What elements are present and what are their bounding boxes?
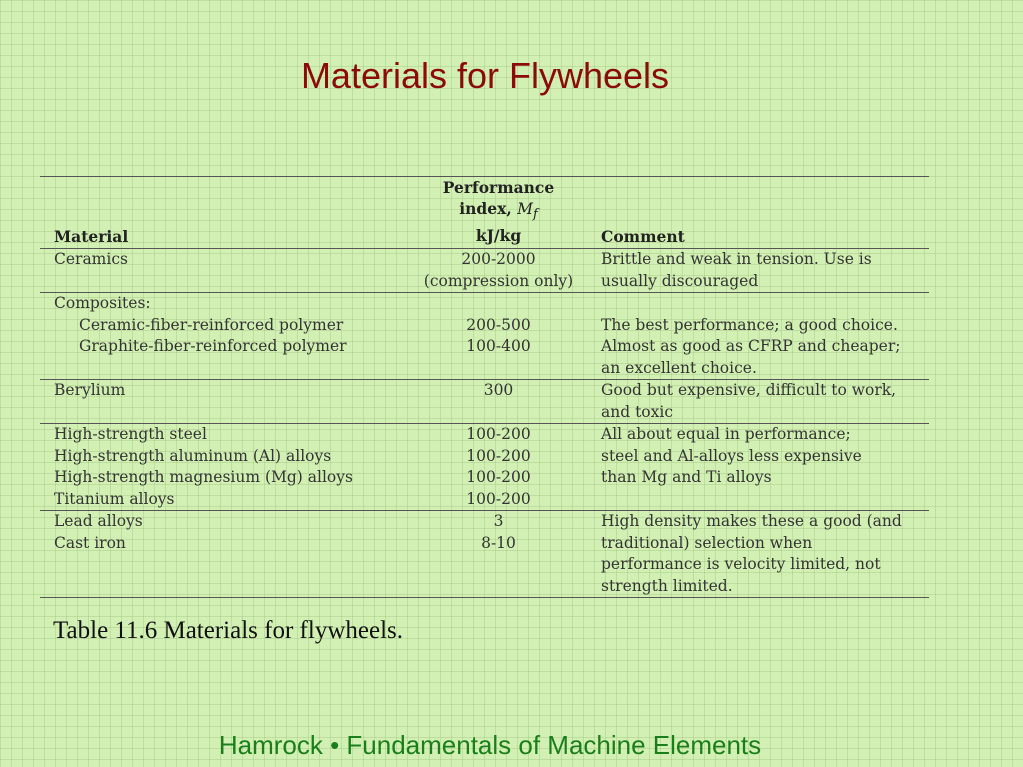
cell-index — [406, 380, 591, 402]
cell-material-text: Composites: — [54, 294, 151, 313]
cell-index-text: 200-2000 — [461, 250, 536, 269]
cell-index-text: (compression only) — [423, 271, 574, 290]
table-row — [40, 315, 929, 337]
cell-index — [406, 358, 591, 380]
cell-material — [40, 402, 406, 424]
cell-material — [40, 467, 406, 489]
header-comment: Comment — [601, 227, 685, 247]
cell-index — [406, 467, 591, 489]
cell-comment-text: than Mg and Ti alloys — [601, 468, 772, 487]
cell-comment-text: Almost as good as CFRP and cheaper; — [601, 337, 901, 356]
table-row — [40, 358, 929, 380]
cell-comment — [591, 467, 929, 489]
cell-material — [40, 358, 406, 380]
cell-material-text: Titanium alloys — [54, 489, 175, 508]
cell-material — [40, 576, 406, 598]
cell-comment — [591, 576, 929, 598]
cell-index — [406, 489, 591, 511]
cell-index — [406, 533, 591, 555]
cell-comment-text: and toxic — [601, 402, 674, 421]
cell-comment — [591, 446, 929, 468]
cell-comment-text: All about equal in performance; — [601, 425, 851, 444]
cell-comment-text: strength limited. — [601, 576, 733, 595]
table-row — [40, 249, 929, 271]
cell-material — [40, 380, 406, 402]
cell-material — [40, 336, 406, 358]
cell-material — [40, 293, 406, 315]
cell-material-text: Graphite-fiber-reinforced polymer — [79, 337, 347, 356]
cell-material — [40, 446, 406, 468]
cell-comment — [591, 358, 929, 380]
cell-material — [40, 271, 406, 293]
row-group — [40, 249, 929, 293]
cell-index — [406, 424, 591, 446]
cell-index-text: 100-200 — [466, 446, 531, 465]
cell-material — [40, 511, 406, 533]
materials-table-container — [40, 176, 929, 598]
row-group — [40, 293, 929, 380]
table-row — [40, 576, 929, 598]
cell-comment-text: Good but expensive, difficult to work, — [601, 381, 897, 400]
cell-comment — [591, 293, 929, 315]
table-row — [40, 554, 929, 576]
slide-title: Materials for Flywheels — [300, 55, 670, 96]
cell-index-text: 100-200 — [466, 489, 531, 508]
row-group — [40, 424, 929, 511]
table-row — [40, 424, 929, 446]
cell-comment — [591, 554, 929, 576]
slide-footer: Hamrock • Fundamentals of Machine Elements — [218, 730, 762, 760]
cell-comment — [591, 402, 929, 424]
table-row — [40, 511, 929, 533]
table-row — [40, 271, 929, 293]
cell-index-text: 100-400 — [466, 337, 531, 356]
table-row — [40, 467, 929, 489]
materials-table — [40, 176, 929, 598]
cell-index — [406, 576, 591, 598]
cell-material — [40, 249, 406, 271]
cell-material-text: Berylium — [54, 381, 126, 400]
table-caption: Table 11.6 Materials for flywheels. — [53, 617, 403, 644]
cell-material-text: High-strength aluminum (Al) alloys — [54, 446, 332, 465]
table-row — [40, 489, 929, 511]
cell-material-text: Ceramic-fiber-reinforced polymer — [79, 315, 344, 334]
table-row — [40, 336, 929, 358]
cell-comment — [591, 271, 929, 293]
cell-material-text: High-strength steel — [54, 425, 207, 444]
cell-comment-text: The best performance; a good choice. — [601, 315, 898, 334]
table-header-row — [40, 177, 929, 249]
cell-comment-text: steel and Al-alloys less expensive — [601, 446, 862, 465]
header-index-subscript: f — [533, 207, 538, 223]
cell-index — [406, 402, 591, 424]
cell-comment — [591, 424, 929, 446]
cell-comment-text: an excellent choice. — [601, 358, 757, 377]
cell-index — [406, 336, 591, 358]
cell-comment — [591, 511, 929, 533]
header-performance-index — [406, 177, 591, 249]
cell-material — [40, 554, 406, 576]
cell-comment-text: Brittle and weak in tension. Use is — [601, 250, 872, 269]
cell-material — [40, 315, 406, 337]
cell-material-text: High-strength magnesium (Mg) alloys — [54, 468, 353, 487]
table-row — [40, 380, 929, 402]
cell-index — [406, 446, 591, 468]
table-row — [40, 293, 929, 315]
cell-index-text: 300 — [483, 381, 514, 400]
cell-comment — [591, 489, 929, 511]
cell-index-text: 100-200 — [466, 468, 531, 487]
table-row — [40, 446, 929, 468]
table-row — [40, 402, 929, 424]
header-index-label: index, — [459, 199, 512, 218]
cell-comment-text: traditional) selection when — [601, 533, 813, 552]
header-index-line3: kJ/kg — [475, 226, 522, 246]
header-material: Material — [54, 227, 129, 247]
cell-index-text: 200-500 — [466, 315, 531, 334]
cell-comment — [591, 380, 929, 402]
header-index-symbol: $M_f$ — [517, 200, 538, 223]
cell-material — [40, 533, 406, 555]
cell-comment — [591, 336, 929, 358]
cell-material-text: Cast iron — [54, 533, 126, 552]
cell-material — [40, 489, 406, 511]
cell-index — [406, 315, 591, 337]
cell-comment-text: usually discouraged — [601, 271, 759, 290]
cell-index-text: 8-10 — [481, 533, 516, 552]
cell-index — [406, 511, 591, 533]
cell-index-text: 100-200 — [466, 425, 531, 444]
cell-comment — [591, 315, 929, 337]
cell-index — [406, 271, 591, 293]
header-index-line1: Performance — [442, 178, 555, 197]
header-index-line2 — [406, 198, 591, 225]
cell-material-text: Lead alloys — [54, 512, 143, 531]
cell-comment-text: performance is velocity limited, not — [601, 555, 881, 574]
cell-index — [406, 249, 591, 271]
cell-comment — [591, 533, 929, 555]
cell-index-text: 3 — [493, 512, 504, 531]
cell-material-text: Ceramics — [54, 250, 128, 269]
cell-index — [406, 293, 591, 315]
cell-comment — [591, 249, 929, 271]
cell-comment-text: High density makes these a good (and — [601, 512, 902, 531]
table-row — [40, 533, 929, 555]
row-group — [40, 511, 929, 598]
cell-material — [40, 424, 406, 446]
cell-index — [406, 554, 591, 576]
row-group — [40, 380, 929, 424]
